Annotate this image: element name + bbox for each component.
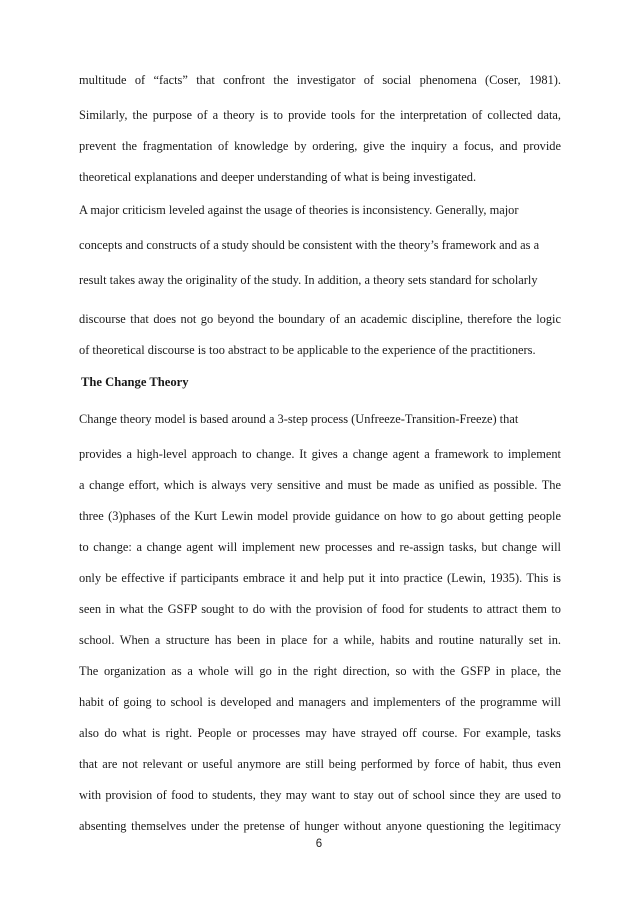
text-line: school. When a structure has been in place for a while, habits and routine naturally set in. (79, 633, 561, 647)
text-line: A major criticism leveled against the usage of theories is inconsistency. Generally, major (79, 203, 519, 217)
text-line: absenting themselves under the pretense of hunger without anyone questioning the legitimacy (79, 819, 561, 833)
text-line: only be effective if participants embrace it and help put it into practice (Lewin, 1935). This is (79, 571, 561, 585)
section-heading: The Change Theory (81, 375, 189, 389)
text-line: multitude of “facts” that confront the investigator of social phenomena (Coser, 1981). (79, 73, 561, 87)
text-line: seen in what the GSFP sought to do with the provision of food for students to attract them to (79, 602, 561, 616)
text-line: three (3)phases of the Kurt Lewin model provide guidance on how to go about getting people (79, 509, 561, 523)
text-line: prevent the fragmentation of knowledge by ordering, give the inquiry a focus, and provide (79, 139, 561, 153)
text-line: result takes away the originality of the study. In addition, a theory sets standard for scholarly (79, 273, 538, 287)
text-line: concepts and constructs of a study should be consistent with the theory’s framework and as a (79, 238, 540, 252)
text-line: to change: a change agent will implement new processes and re-assign tasks, but change will (79, 540, 561, 554)
text-line: a change effort, which is always very sensitive and must be made as unified as possible. The (79, 478, 561, 492)
text-line: The organization as a whole will go in the right direction, so with the GSFP in place, the (79, 664, 561, 678)
text-line: with provision of food to students, they may want to stay out of school since they are used to (79, 788, 561, 802)
page-number: 6 (315, 838, 323, 850)
text-line: of theoretical discourse is too abstract to be applicable to the experience of the practitioners. (79, 343, 536, 357)
text-line: habit of going to school is developed and managers and implementers of the programme will (79, 695, 561, 709)
text-line: that are not relevant or useful anymore are still being performed by force of habit, thus even (79, 757, 561, 771)
text-line: discourse that does not go beyond the boundary of an academic discipline, therefore the logic (79, 312, 561, 326)
text-line: Similarly, the purpose of a theory is to provide tools for the interpretation of collected data, (79, 108, 561, 122)
text-line: Change theory model is based around a 3-step process (Unfreeze-Transition-Freeze) that (79, 412, 519, 426)
text-line: also do what is right. People or processes may have strayed off course. For example, tasks (79, 726, 561, 740)
text-line: theoretical explanations and deeper understanding of what is being investigated. (79, 170, 477, 184)
text-line: provides a high-level approach to change. It gives a change agent a framework to implement (79, 447, 561, 461)
